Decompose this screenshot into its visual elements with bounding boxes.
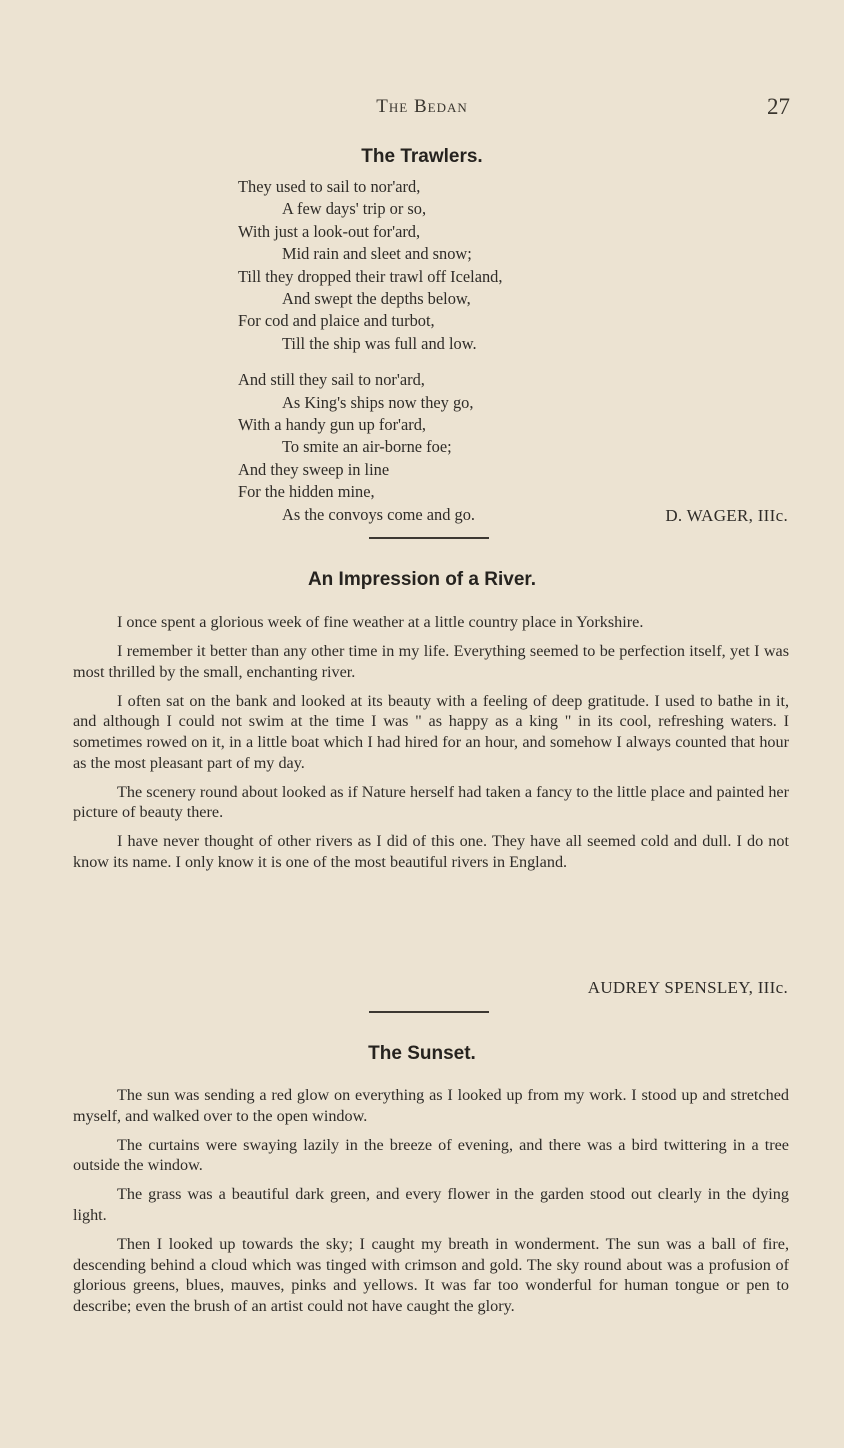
poem-line: A few days' trip or so,	[282, 199, 427, 219]
paragraph: Then I looked up towards the sky; I caught my breath in wonderment. The sun was a ball of fire, descending behind a cloud which was tinged with crimson and gold. The sky round about was a profusion of glorious greens, blues, mauves, pinks and yellows. It was far too wonderful for human tongue or pen to describe; even the brush of an artist could not have caught the glory.	[73, 1235, 789, 1315]
paragraph: The grass was a beautiful dark green, and every flower in the garden stood out clearly in the dying light.	[73, 1185, 789, 1224]
river-essay-title: An Impression of a River.	[307, 569, 537, 590]
paragraph: I often sat on the bank and looked at its beauty with a feeling of deep gratitude. I used to bathe in it, and although I could not swim at the time I was " as happy as a king " in its cool, refreshing waters. I sometimes rowed on it, in a little boat which I had hired for an hour, and somehow I always counted that hour as the most pleasant part of my day.	[73, 691, 789, 772]
poem-line: And still they sail to nor'ard,	[238, 370, 425, 390]
poem-line: As King's ships now they go,	[282, 392, 474, 412]
poem-stanza-2	[238, 369, 758, 526]
paragraph: I have never thought of other rivers as I did of this one. They have all seemed cold and dull. I do not know its name. I only know it is one of the most beautiful rivers in England.	[73, 832, 789, 871]
poem-line: Till the ship was full and low.	[282, 333, 477, 353]
sunset-essay-title: The Sunset.	[368, 1043, 476, 1064]
poem-line: With just a look-out for'ard,	[238, 221, 421, 241]
paragraph: I remember it better than any other time in my life. Everything seemed to be perfection itself, yet I was most thrilled by the small, enchanting river.	[73, 642, 789, 681]
poem-body	[238, 176, 758, 540]
poem-line: Till they dropped their trawl off Iceland,	[238, 266, 503, 286]
poem-line: To smite an air-borne foe;	[282, 437, 452, 457]
paragraph: The scenery round about looked as if Nature herself had taken a fancy to the little place and painted her picture of beauty there.	[73, 782, 789, 822]
section-divider	[369, 1011, 489, 1013]
river-essay-body	[73, 612, 789, 881]
poem-line: For the hidden mine,	[238, 482, 375, 502]
river-essay-author: AUDREY SPENSLEY, IIIc.	[587, 978, 788, 997]
paragraph: The sun was sending a red glow on everything as I looked up from my work. I stood up and stretched myself, and walked over to the open window.	[73, 1086, 789, 1125]
page-number: 27	[767, 94, 790, 119]
paragraph: The curtains were swaying lazily in the breeze of evening, and there was a bird twittering in a tree outside the window.	[73, 1135, 789, 1175]
paragraph: I once spent a glorious week of fine weather at a little country place in Yorkshire.	[117, 613, 644, 631]
running-header	[0, 96, 844, 126]
poem-line: And swept the depths below,	[282, 289, 471, 309]
poem-stanza-1	[238, 176, 758, 355]
poem-title: The Trawlers.	[361, 146, 483, 167]
poem-author: D. WAGER, IIIc.	[665, 506, 788, 525]
journal-title: The Bedan	[376, 96, 468, 117]
poem-line: And they sweep in line	[238, 459, 390, 479]
poem-line: Mid rain and sleet and snow;	[282, 244, 472, 264]
section-divider	[369, 537, 489, 539]
poem-line: They used to sail to nor'ard,	[238, 177, 421, 196]
poem-line: With a handy gun up for'ard,	[238, 415, 427, 435]
poem-line: For cod and plaice and turbot,	[238, 311, 435, 331]
sunset-essay-body	[73, 1085, 789, 1325]
poem-line: As the convoys come and go.	[282, 504, 476, 524]
